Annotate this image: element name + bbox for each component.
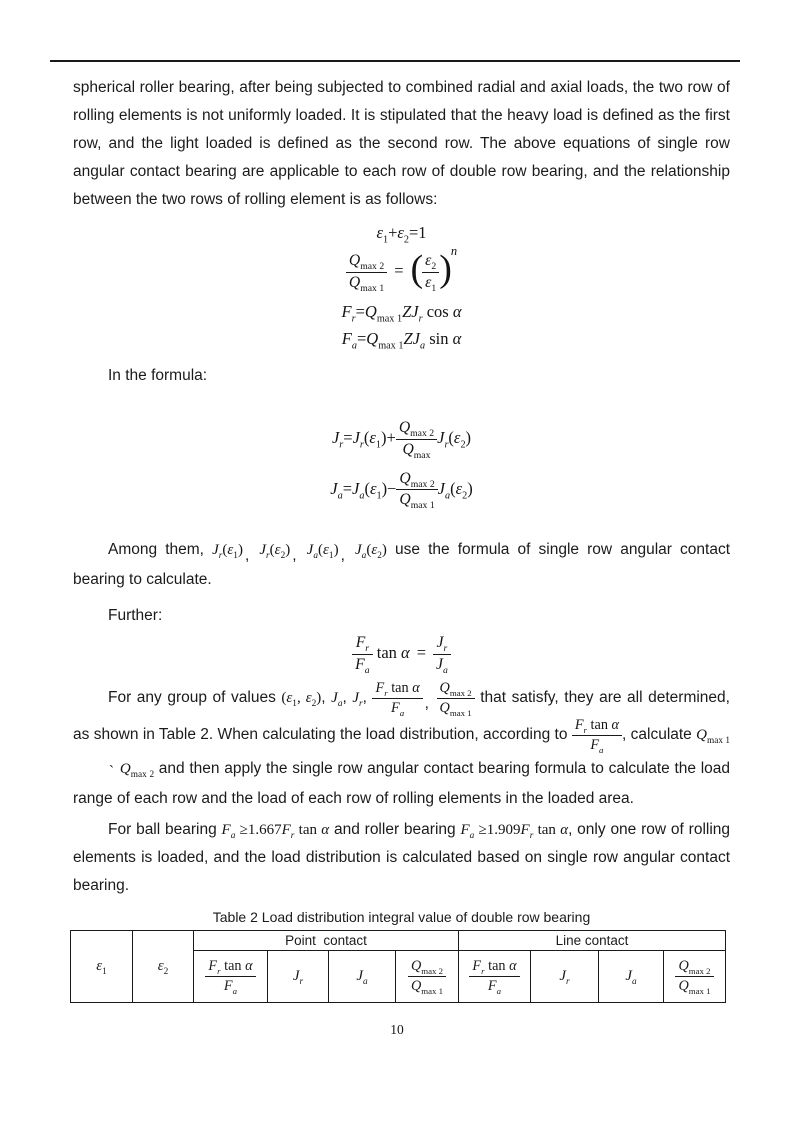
paragraph-for-ball-bearing: For ball bearing $F_a \ge 1.667F_r$ tan α and roller bearing $F_a \ge 1.909F_r$ tan α, only one row of rolling elements is loaded, and the load distribution is calculated based on single row angular contact bearing.	[73, 821, 731, 895]
paragraph-for-any-group: For any group of values ($\varepsilon_1$, $\varepsilon_2$), $J_a$, $J_r$, $\frac{F_r \tan \alpha}{F_a}$ , $\frac{Q_{max 2}}{Q_{max 1}}$ that satisfy, they are all determined, as shown in Table 2. When calculating the load distribution, according to $\frac{F_r \tan \alpha}{F_a}$ , calculate $Q_{max 1}`$ $Q_{max 2}$ and then apply the single row angular contact bearing formula to calculate the load range of each row and the load of each row of rolling elements in the loaded area.	[73, 679, 730, 808]
header-rule	[50, 60, 740, 62]
header-point-ja: $J_a$	[329, 951, 396, 1003]
header-line-qmax-ratio: $\frac{Q_{max 2}}{Q_{max 1}}$	[664, 951, 726, 1003]
equation-qmax-ratio: $\frac{Q_{max 2}}{Q_{max 1}}$ = ( $\frac{\varepsilon_2}{\varepsilon_1}$ )$^n$	[73, 250, 730, 296]
header-point-contact: Point contact	[194, 931, 459, 951]
table-caption: Table 2 Load distribution integral value of double row bearing	[212, 909, 591, 926]
header-point-qmax-ratio: $\frac{Q_{max 2}}{Q_{max 1}}$	[396, 951, 459, 1003]
header-line-ja: $J_a$	[599, 951, 664, 1003]
paragraph-intro: spherical roller bearing, after being subjected to combined radial and axial loads, the two row of rolling elements is not uniformly loaded. It is stipulated that the heavy load is defined as the first row, and the light loaded is defined as the second row. The above equations of single row angular contact bearing are applicable to each row of double row bearing, and the relationship between the two rows of rolling element is as follows:	[73, 79, 730, 208]
equation-jr-integral: $J_r=J_r(\varepsilon_1)+$ $\frac{Q_{max 2}}{Q_{max}}$ $J_r(\varepsilon_2)$	[331, 418, 472, 461]
header-line-contact: Line contact	[459, 931, 726, 951]
header-line-jr: $J_r$	[531, 951, 599, 1003]
header-point-jr: $J_r$	[268, 951, 329, 1003]
header-epsilon1: $\varepsilon_1$	[71, 931, 133, 1003]
equation-epsilon-sum: $\varepsilon_1+\varepsilon_2=1$	[376, 223, 427, 246]
paragraph-among-them: Among them, $J_r(\varepsilon_1)$ , $J_r(\varepsilon_2)$ , $J_a(\varepsilon_1)$ , $J_a(\varepsilon_2)$ use the formula of single row angular contact bearing to calculate.	[73, 541, 730, 589]
label-further: Further:	[108, 607, 163, 625]
header-line-ftan-ratio: $\frac{F_r \tan \alpha}{F_a}$	[459, 951, 531, 1003]
header-point-ftan-ratio: $\frac{F_r \tan \alpha}{F_a}$	[194, 951, 268, 1003]
equation-axial-load: $F_a=Q_{max 1}ZJ_a$ sin α	[341, 329, 462, 352]
load-distribution-table	[70, 930, 726, 1003]
page-number: 10	[390, 1022, 404, 1037]
equation-tan-ratio: $\frac{F_r}{F_a}$ tan α = $\frac{J_r}{J_a}$	[73, 634, 730, 675]
equation-radial-load: $F_r=Q_{max 1}ZJ_r$ cos α	[341, 302, 462, 325]
equation-ja-integral: $J_a=J_a(\varepsilon_1)-$ $\frac{Q_{max 2}}{Q_{max 1}}$ $J_a(\varepsilon_2)$	[330, 469, 473, 512]
label-in-the-formula: In the formula:	[108, 366, 208, 384]
page-content	[73, 74, 730, 1003]
header-epsilon2: $\varepsilon_2$	[133, 931, 194, 1003]
